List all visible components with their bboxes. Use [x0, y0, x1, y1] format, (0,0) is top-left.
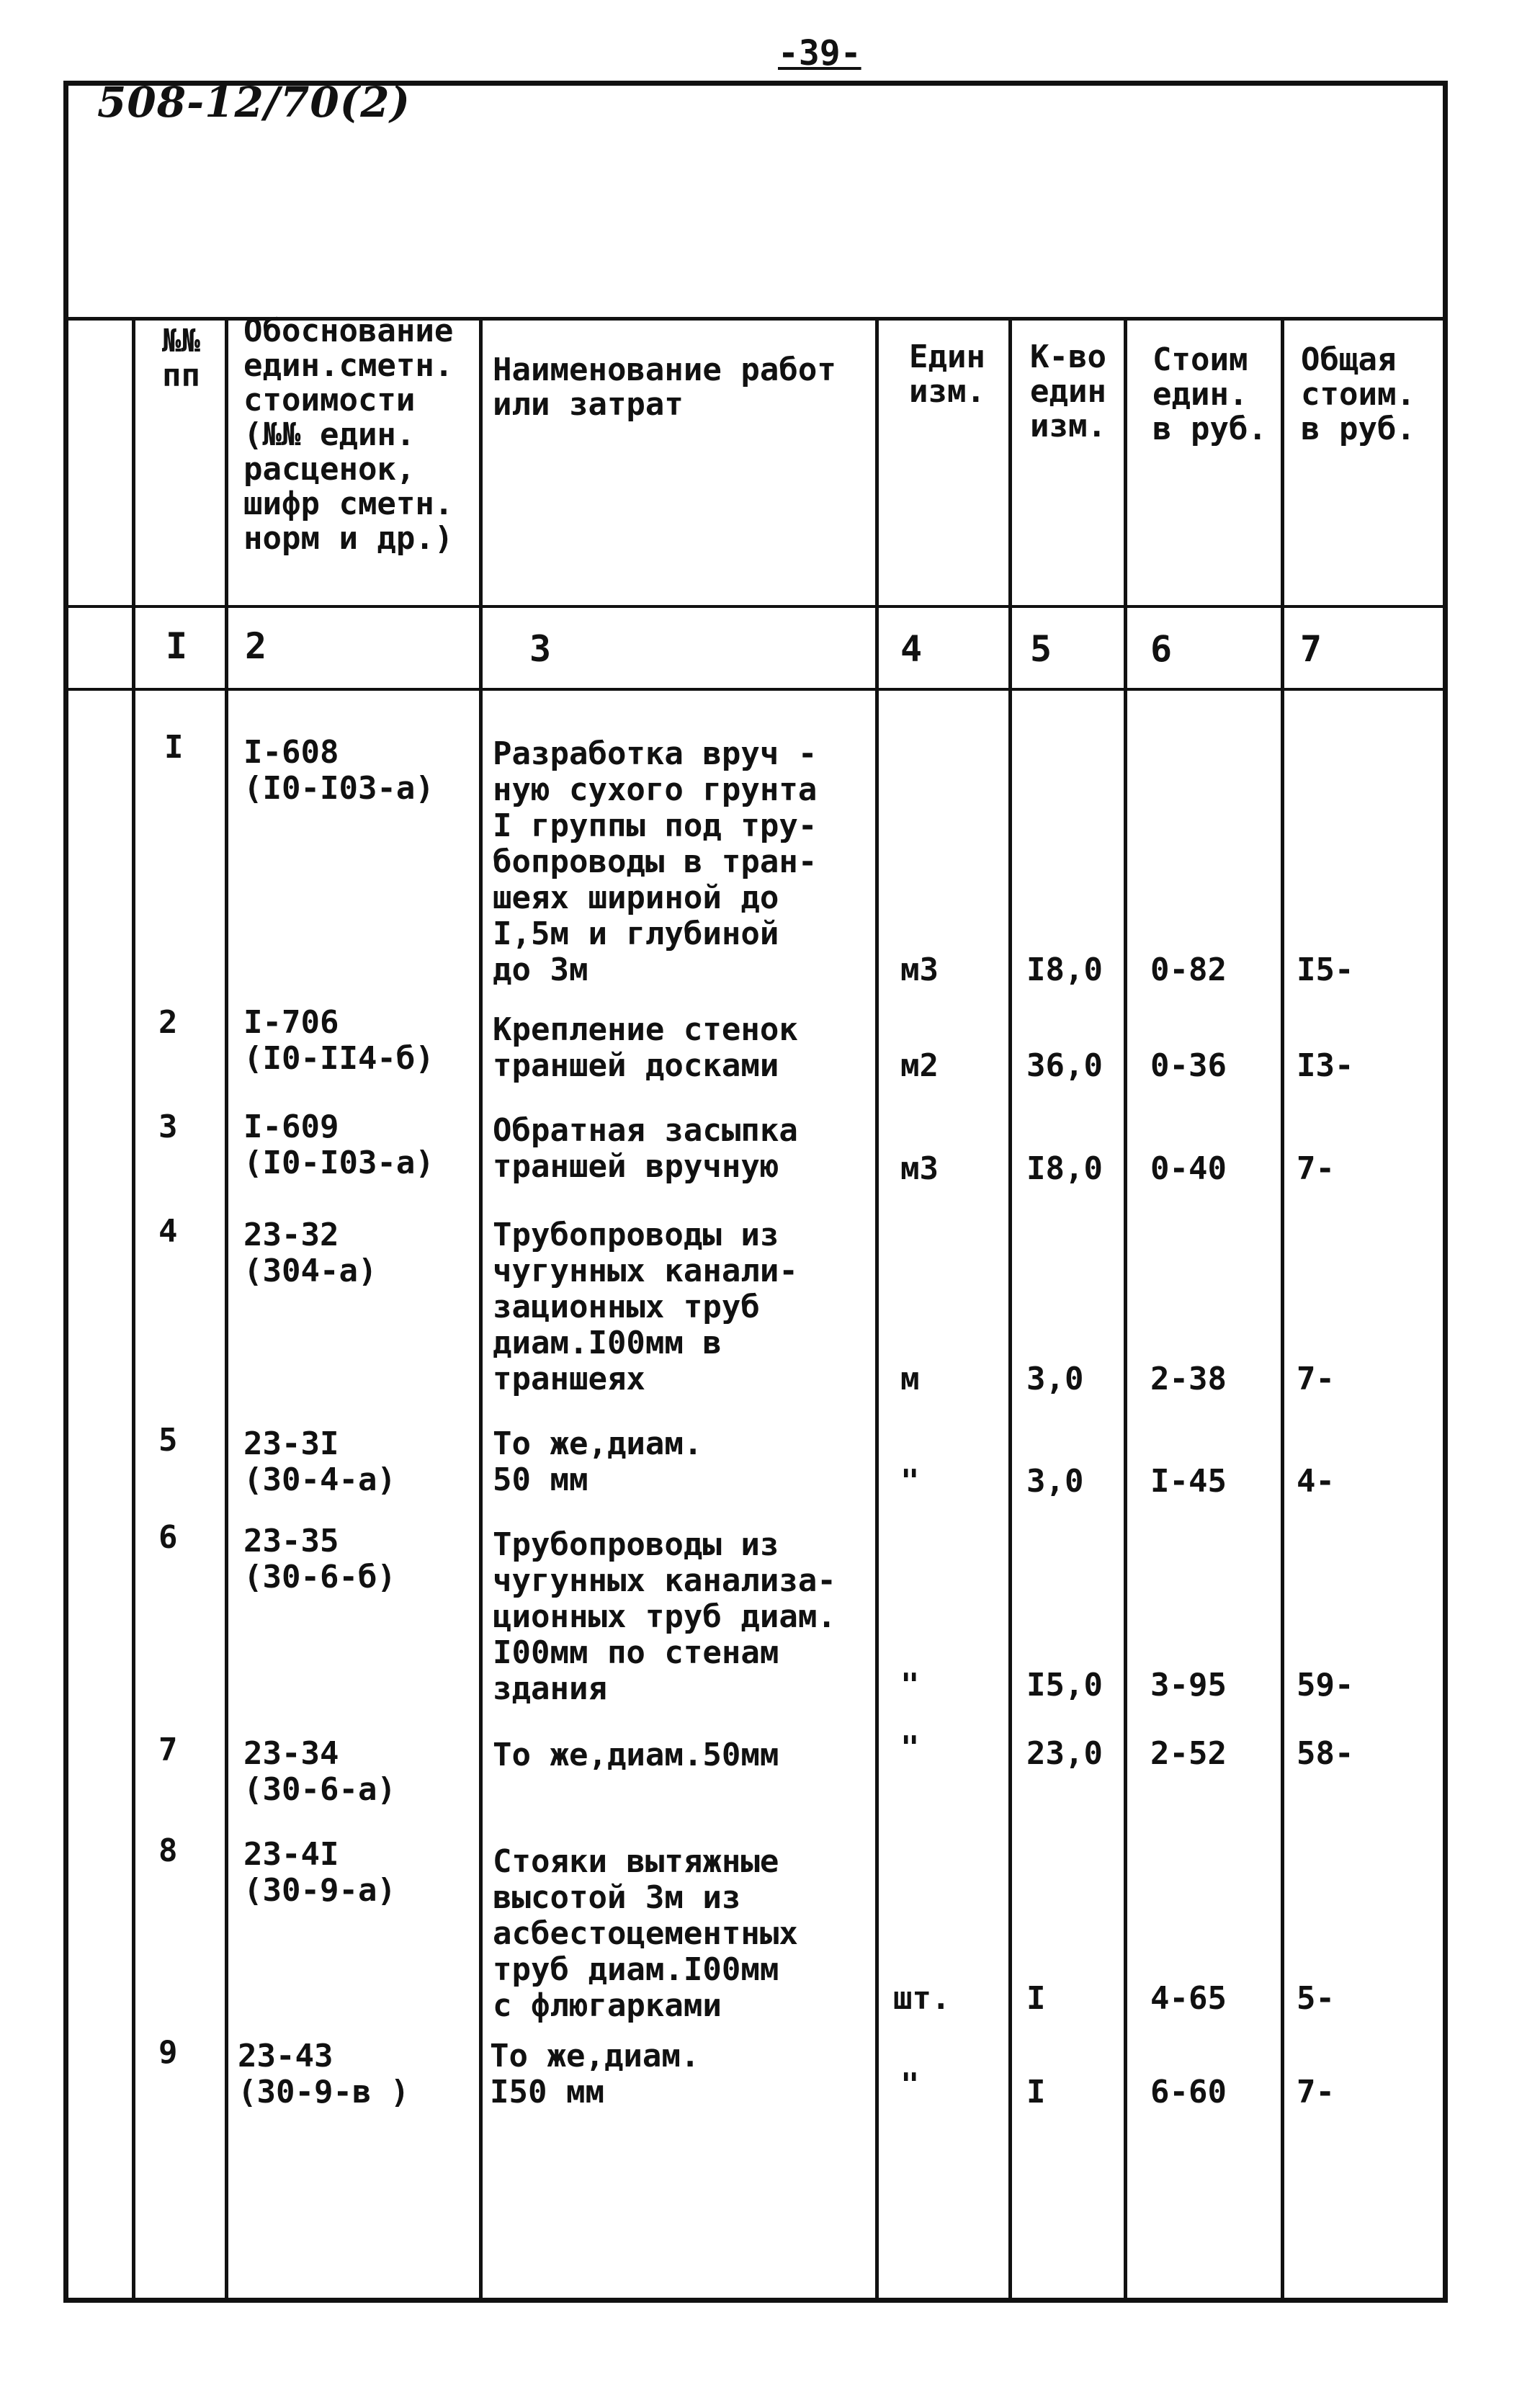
row-9-price: 6-60 — [1150, 2074, 1227, 2110]
row-8-total: 5- — [1297, 1980, 1335, 2017]
row-3-unit: м3 — [900, 1150, 939, 1187]
header-col-3: Наименование работ или затрат — [493, 352, 836, 423]
row-9-code: 23-43 (30-9-в ) — [238, 2038, 410, 2110]
row-8-price: 4-65 — [1150, 1980, 1227, 2017]
row-1-code: I-608 (I0-I03-а) — [243, 734, 434, 807]
row-2-total: I3- — [1297, 1047, 1354, 1084]
row-6-qty: I5,0 — [1026, 1667, 1103, 1703]
row-2-unit: м2 — [900, 1047, 939, 1084]
row-6-number: 6 — [158, 1519, 178, 1556]
col-rule-2 — [479, 317, 483, 2298]
row-5-number: 5 — [158, 1422, 178, 1459]
row-9-name: То же,диам. I50 мм — [490, 2038, 700, 2110]
row-7-price: 2-52 — [1150, 1735, 1227, 1772]
col-rule-5 — [1124, 317, 1127, 2298]
row-3-total: 7- — [1297, 1150, 1335, 1187]
row-4-price: 2-38 — [1150, 1361, 1227, 1397]
colnum-5: 5 — [1030, 628, 1052, 670]
row-5-unit: " — [900, 1463, 920, 1500]
row-8-unit: шт. — [893, 1980, 951, 2017]
row-6-total: 59- — [1297, 1667, 1354, 1703]
row-3-qty: I8,0 — [1026, 1150, 1103, 1187]
row-1-qty: I8,0 — [1026, 952, 1103, 988]
row-8-code: 23-4I (30-9-а) — [243, 1836, 396, 1909]
row-6-code: 23-35 (30-6-б) — [243, 1523, 396, 1595]
row-1-unit: м3 — [900, 952, 939, 988]
colnum-4: 4 — [900, 628, 923, 670]
colnum-bottom-rule — [63, 688, 1448, 691]
row-8-number: 8 — [158, 1832, 178, 1869]
colnum-6: 6 — [1150, 628, 1173, 670]
header-col-2: Обоснование един.сметн. стоимости (№№ един. расценок, шифр сметн. норм и др.) — [243, 313, 454, 557]
row-5-name: То же,диам. 50 мм — [493, 1425, 703, 1498]
document-code: 508-12/70(2) — [97, 78, 411, 127]
row-1-total: I5- — [1297, 952, 1354, 988]
row-4-number: 4 — [158, 1213, 178, 1250]
row-7-name: То же,диам.50мм — [493, 1737, 779, 1773]
row-5-qty: 3,0 — [1026, 1463, 1084, 1500]
header-col-7: Общая стоим. в руб. — [1301, 341, 1415, 447]
row-3-price: 0-40 — [1150, 1150, 1227, 1187]
row-2-price: 0-36 — [1150, 1047, 1227, 1084]
row-2-name: Крепление стенок траншей досками — [493, 1011, 798, 1084]
row-6-price: 3-95 — [1150, 1667, 1227, 1703]
row-3-code: I-609 (I0-I03-а) — [243, 1109, 434, 1181]
row-2-number: 2 — [158, 1004, 178, 1041]
row-6-name: Трубопроводы из чугунных канализа- ционных труб диам. I00мм по стенам здания — [493, 1526, 836, 1707]
header-col-1: №№ пп — [162, 323, 200, 394]
row-5-code: 23-3I (30-4-а) — [243, 1425, 396, 1498]
row-4-name: Трубопроводы из чугунных канали- зационных труб диам.I00мм в траншеях — [493, 1217, 798, 1397]
col-rule-6 — [1281, 317, 1284, 2298]
colnum-7: 7 — [1300, 628, 1322, 670]
row-3-number: 3 — [158, 1109, 178, 1145]
row-6-unit: " — [900, 1667, 920, 1703]
colnum-1: I — [166, 625, 188, 667]
row-7-unit: " — [900, 1729, 920, 1766]
row-7-code: 23-34 (30-6-а) — [243, 1735, 396, 1808]
col-rule-3 — [875, 317, 879, 2298]
row-7-number: 7 — [158, 1732, 178, 1768]
header-col-5: К-во един изм. — [1030, 339, 1106, 444]
row-9-number: 9 — [158, 2034, 178, 2071]
row-7-total: 58- — [1297, 1735, 1354, 1772]
row-9-qty: I — [1026, 2074, 1046, 2110]
row-4-code: 23-32 (304-а) — [243, 1217, 377, 1289]
colnum-3: 3 — [529, 628, 552, 670]
row-1-price: 0-82 — [1150, 952, 1227, 988]
row-7-qty: 23,0 — [1026, 1735, 1103, 1772]
row-8-name: Стояки вытяжные высотой 3м из асбестоцементных труб диам.I00мм с флюгарками — [493, 1843, 798, 2024]
header-bottom-rule — [63, 605, 1448, 608]
col-rule-0 — [132, 317, 135, 2298]
row-5-total: 4- — [1297, 1463, 1335, 1500]
row-3-name: Обратная засыпка траншей вручную — [493, 1112, 798, 1185]
col-rule-4 — [1008, 317, 1012, 2298]
row-4-unit: м — [900, 1361, 920, 1397]
page-number: -39- — [778, 33, 861, 73]
row-1-name: Разработка вруч - ную сухого грунта I группы под тру- бопроводы в тран- шеях шириной до I,5м и глубиной до 3м — [493, 735, 818, 988]
row-1-number: I — [164, 729, 184, 766]
row-5-price: I-45 — [1150, 1463, 1227, 1500]
header-col-6: Стоим един. в руб. — [1152, 341, 1267, 447]
row-8-qty: I — [1026, 1980, 1046, 2017]
header-col-4: Един изм. — [909, 339, 985, 410]
col-rule-1 — [225, 317, 228, 2298]
row-2-qty: 36,0 — [1026, 1047, 1103, 1084]
row-9-unit: " — [900, 2067, 920, 2103]
row-4-qty: 3,0 — [1026, 1361, 1084, 1397]
colnum-2: 2 — [245, 625, 267, 667]
row-4-total: 7- — [1297, 1361, 1335, 1397]
row-2-code: I-706 (I0-II4-б) — [243, 1004, 434, 1077]
row-9-total: 7- — [1297, 2074, 1335, 2110]
